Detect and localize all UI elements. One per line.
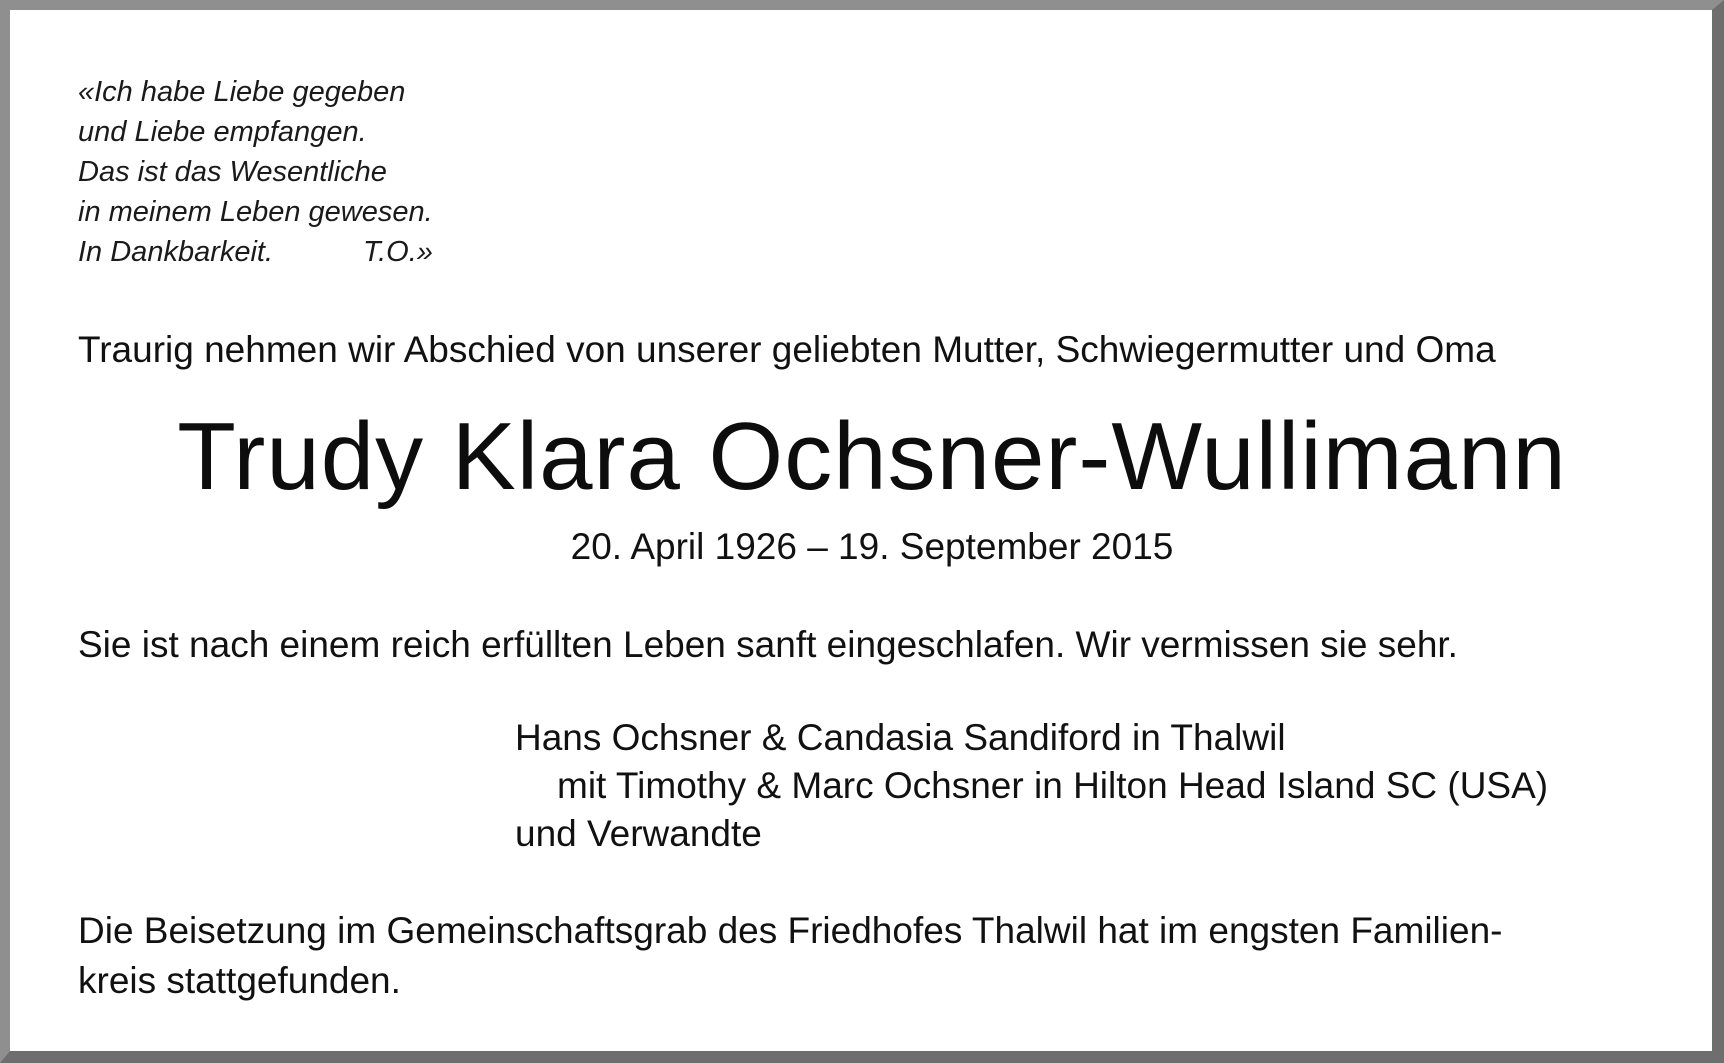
burial-notice [78,906,1668,1006]
motto-closing-line [78,232,433,272]
burial-notice-line: Die Beisetzung im Gemeinschaftsgrab des Friedhofes Thalwil hat im engsten Familien- [78,910,1503,951]
farewell-message: Sie ist nach einem reich erfüllten Leben sanft eingeschlafen. Wir vermissen sie sehr. [78,624,1458,665]
burial-notice-line: kreis stattgefunden. [78,960,401,1001]
motto-line: «Ich habe Liebe gegeben [78,76,406,108]
intro-text: Traurig nehmen wir Abschied von unserer geliebten Mutter, Schwiegermutter und Oma [78,329,1496,370]
mourner-line: Hans Ochsner & Candasia Sandiford in Thalwil [515,717,1286,758]
life-dates: 20. April 1926 – 19. September 2015 [570,526,1174,567]
motto-quote [78,72,433,272]
motto-line: Das ist das Wesentliche [78,156,387,188]
deceased-name: Trudy Klara Ochsner-Wullimann [177,403,1567,510]
mourner-line: und Verwandte [515,813,762,854]
motto-line: und Liebe empfangen. [78,116,367,148]
motto-signature: T.O.» [363,236,433,268]
mourner-line: mit Timothy & Marc Ochsner in Hilton Head Island SC (USA) [557,765,1549,806]
motto-closing-text: In Dankbarkeit. [78,236,274,268]
mourners-list [515,714,1548,858]
motto-line: in meinem Leben gewesen. [78,196,433,228]
